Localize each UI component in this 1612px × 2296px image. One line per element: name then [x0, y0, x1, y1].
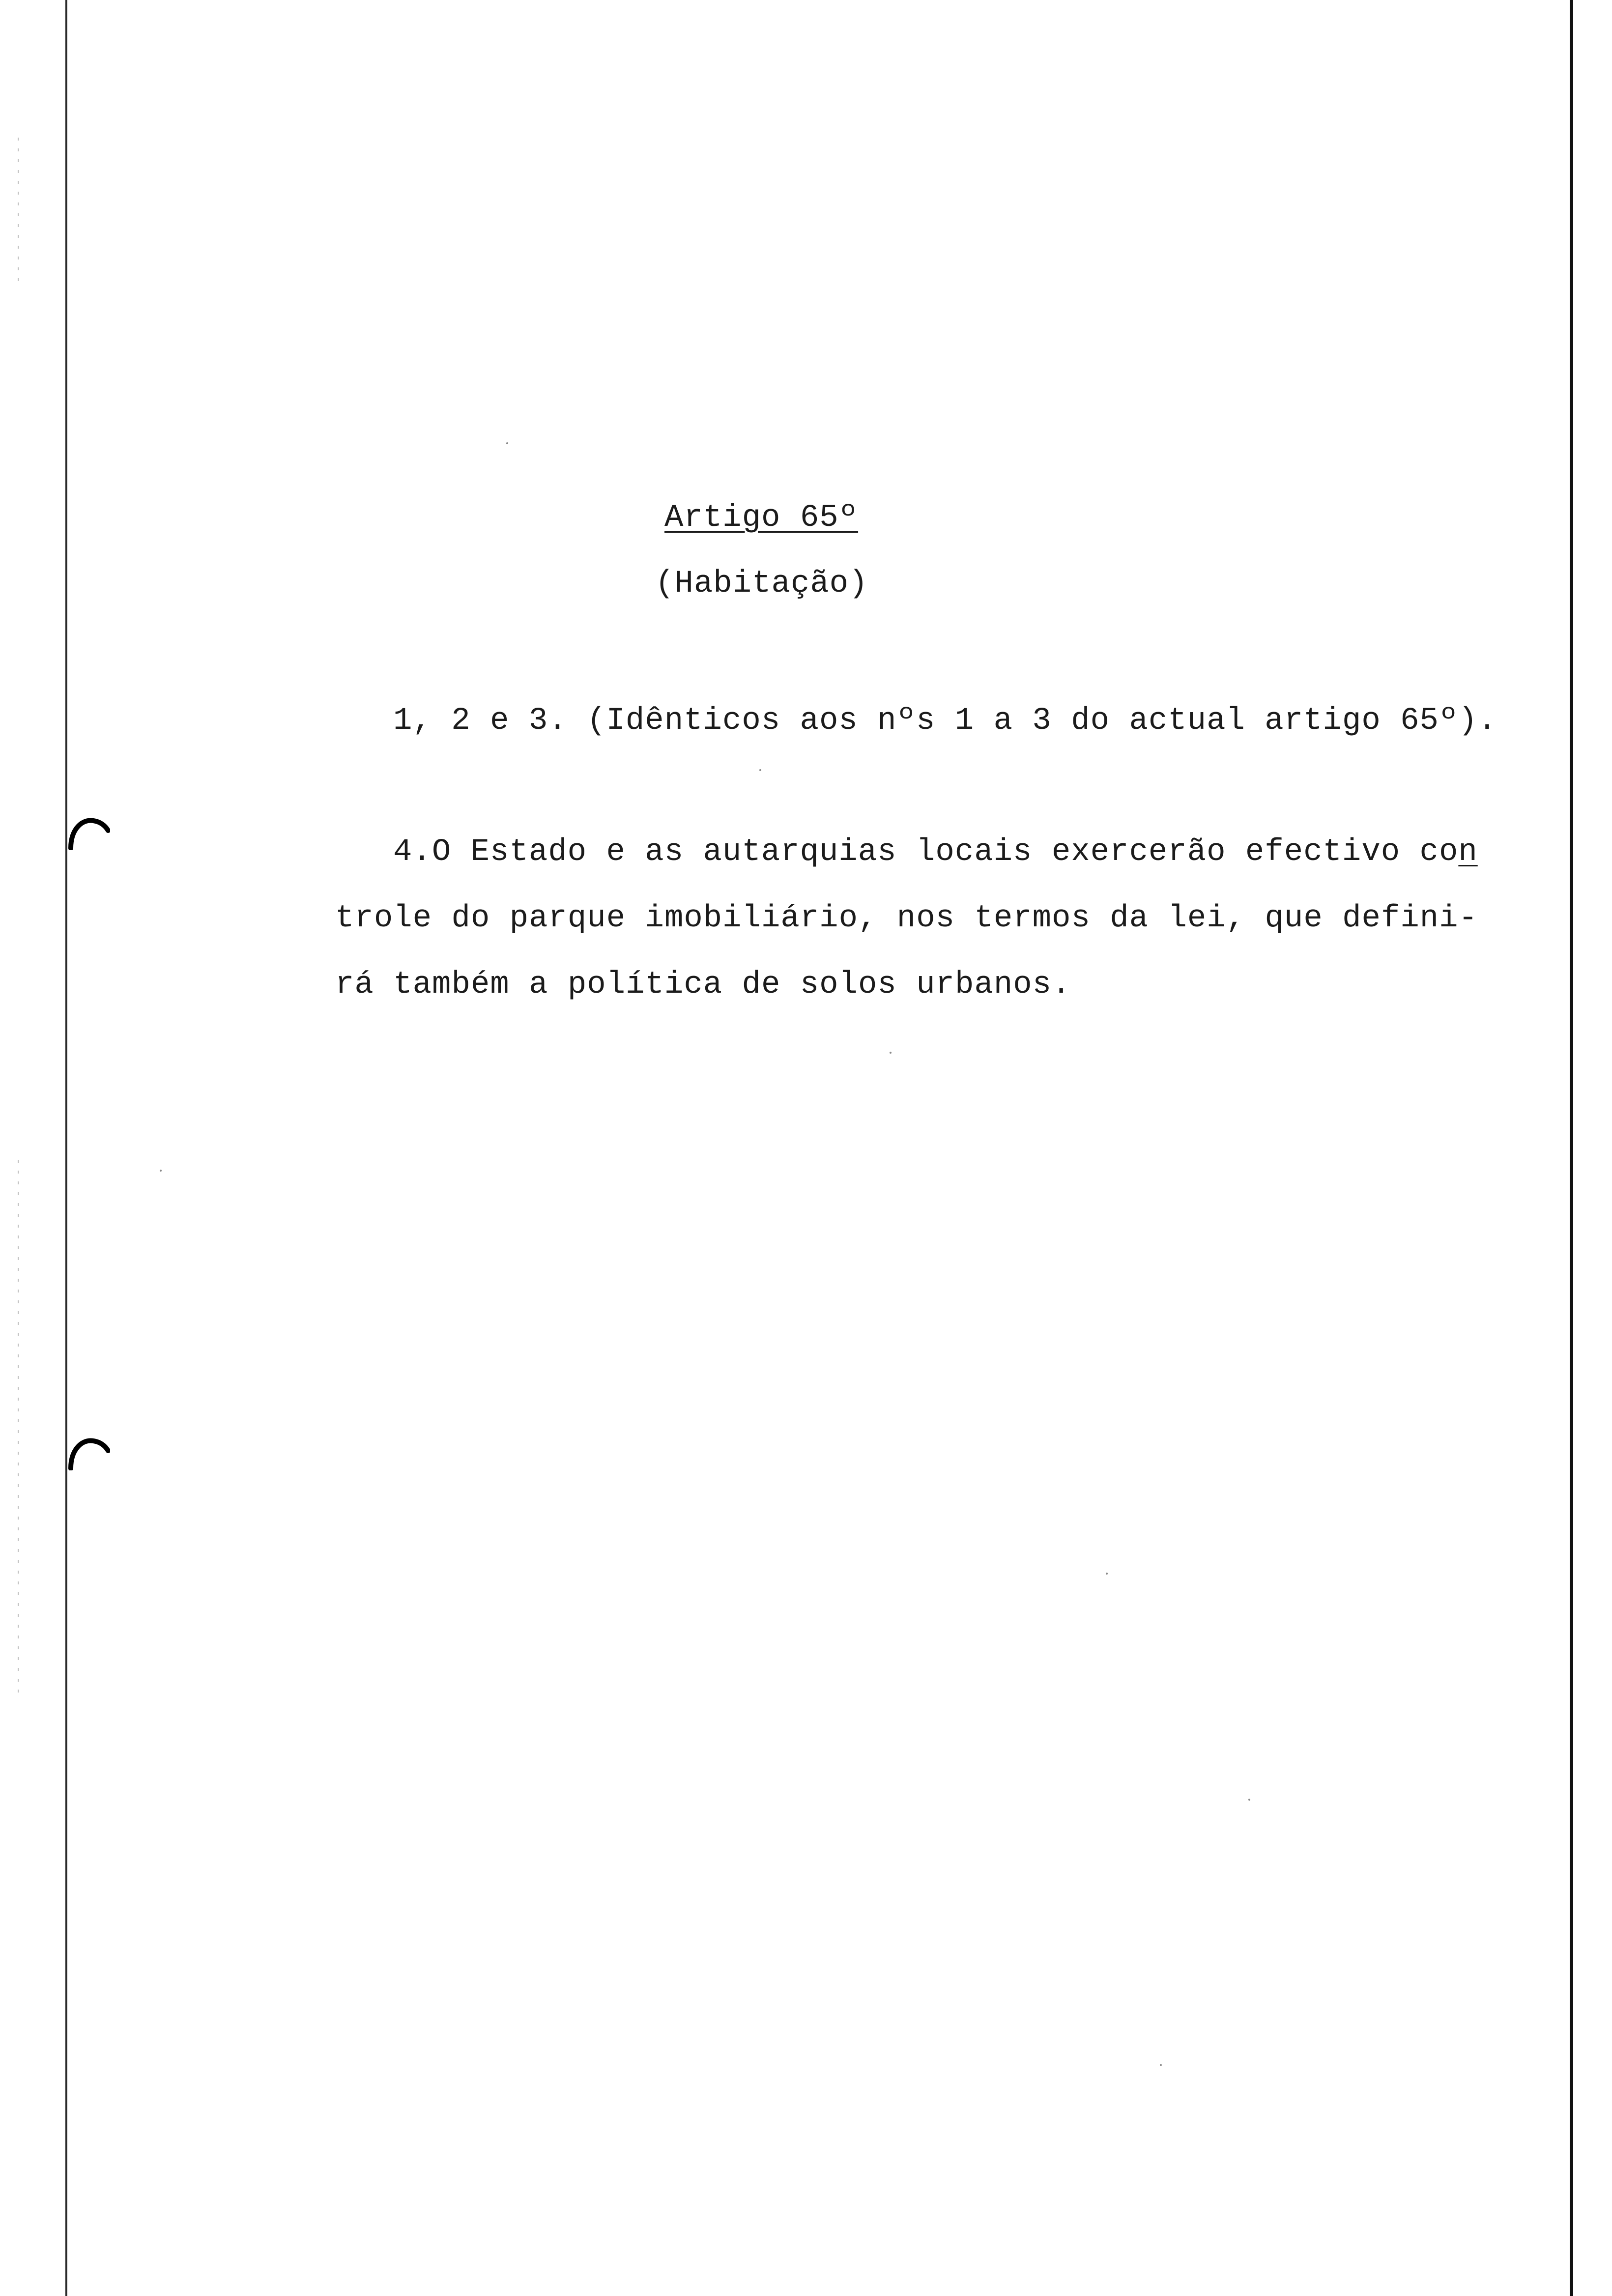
scan-speck: [1106, 1573, 1108, 1575]
sheet-left-edge: [65, 0, 67, 2296]
scan-speck: [506, 442, 508, 444]
paragraph-4-line-1: [335, 819, 1515, 886]
paragraph-4-line-2: trole do parque imobiliário, nos termos da lei, que defini-: [335, 901, 1478, 936]
binder-hole-mark-lower: [68, 1436, 110, 1470]
article-subtitle: (Habitação): [655, 566, 868, 602]
perforation-marks-middle: [18, 1160, 19, 1700]
scan-speck: [160, 1170, 162, 1172]
perforation-marks-top: [18, 138, 19, 285]
binder-hole-mark-upper: [68, 816, 110, 850]
scan-speck: [1160, 2064, 1162, 2066]
paragraph-4-line-1-text: 4.O Estado e as autarquias locais exercerão efectivo co: [393, 834, 1459, 870]
paragraph-1: 1, 2 e 3. (Idênticos aos nºs 1 a 3 do actual artigo 65º).: [393, 703, 1497, 739]
paragraph-4-line-1-underlined: n: [1458, 834, 1478, 870]
sheet-right-edge: [1570, 0, 1573, 2296]
paragraph-4-line-3: rá também a política de solos urbanos.: [335, 967, 1071, 1003]
scan-speck: [890, 1052, 892, 1054]
paragraph-4: [335, 819, 1515, 1018]
article-title: Artigo 65º: [664, 500, 859, 536]
scan-speck: [1248, 1799, 1250, 1801]
scan-speck: [759, 769, 761, 771]
